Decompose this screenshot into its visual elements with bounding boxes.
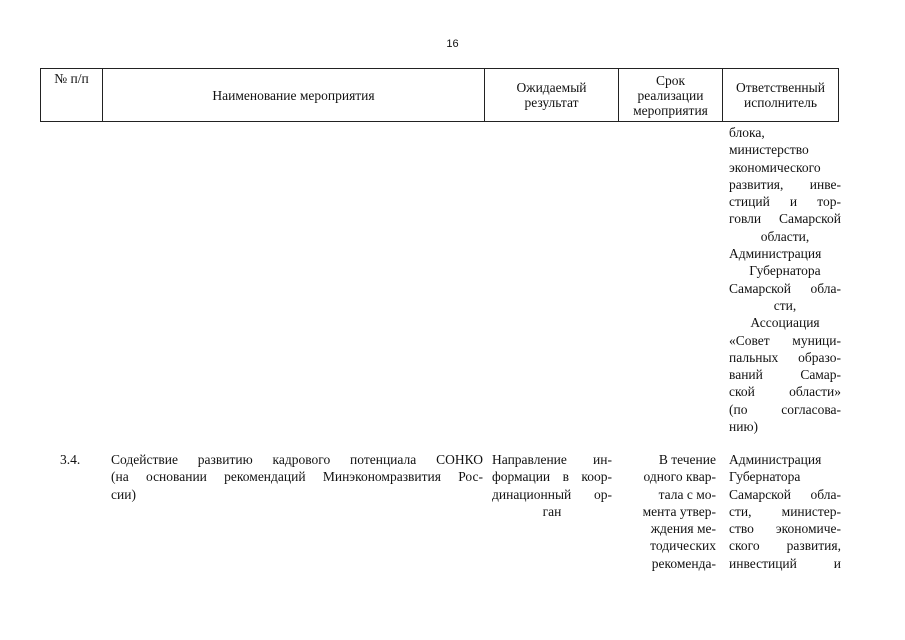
text-line: блока, [729,125,765,140]
header-col-result-line: Ожидаемый [516,80,587,95]
header-col-term-line: реализации [637,87,704,103]
text-line: ждения ме- [650,521,716,537]
row-responsible [729,451,841,572]
text-line: ваний Самар- [729,367,841,383]
text-line: сти, [773,297,797,313]
text-line: пальных образо- [729,349,841,365]
text-line: области, [760,228,810,244]
text-line: сии) [111,486,136,502]
header-col-responsible [723,69,839,122]
text-line: (по согласова- [729,401,841,417]
header-col-name: Наименование мероприятия [103,69,485,122]
text-line: тала с мо- [658,486,716,502]
text-line: ского развития, [729,538,841,554]
header-col-resp-line: исполнитель [744,95,817,110]
row-activity-name [111,451,483,503]
text-line: тодических [650,538,716,554]
header-col-resp-line: Ответственный [736,80,825,95]
header-col-term [619,69,723,122]
header-col-result [485,69,619,122]
text-line: Губернатора [749,263,821,279]
text-line: Администрация [729,246,822,262]
text-line: Ассоциация [750,315,820,331]
table-header [40,68,839,122]
text-line: (на основании рекомендаций Минэкономразвития Рос- [111,469,483,485]
text-line: одного квар- [643,469,716,485]
row-expected-result [492,451,612,520]
text-line: говли Самарской [729,211,841,227]
text-line: ган [542,503,562,519]
text-line: ской области» [729,384,841,400]
text-line: Администрация [729,452,822,467]
text-line: Направление ин- [492,452,612,467]
text-line: экономического [729,159,821,175]
header-col-number: № п/п [41,69,103,122]
text-line: «Совет муници- [729,332,841,348]
text-line: инвестиций и [729,555,841,571]
text-line: Содействие развитию кадрового потенциала СОНКО [111,452,483,467]
header-col-term-line: Срок [655,72,686,88]
text-line: рекоменда- [651,555,716,571]
text-line: Самарской обла- [729,486,841,502]
text-line: ство экономиче- [729,521,841,537]
text-line: формации в коор- [492,469,612,485]
responsible-continued [729,124,841,435]
page-number: 16 [446,38,459,50]
text-line: развития, инве- [729,176,841,192]
header-col-result-line: результат [524,95,579,110]
text-line: министерство [729,142,809,158]
text-line: стиций и тор- [729,194,841,210]
text-line: сти, министер- [729,503,841,519]
row-number: 3.4. [60,452,81,467]
header-col-term-line: мероприятия [633,102,708,118]
text-line: В течение [658,452,716,467]
text-line: Губернатора [729,469,801,485]
text-line: динационный ор- [492,486,612,502]
text-line: мента утвер- [642,503,716,519]
text-line: Самарской обла- [729,280,841,296]
text-line: нию) [729,419,759,435]
row-term [632,451,716,572]
